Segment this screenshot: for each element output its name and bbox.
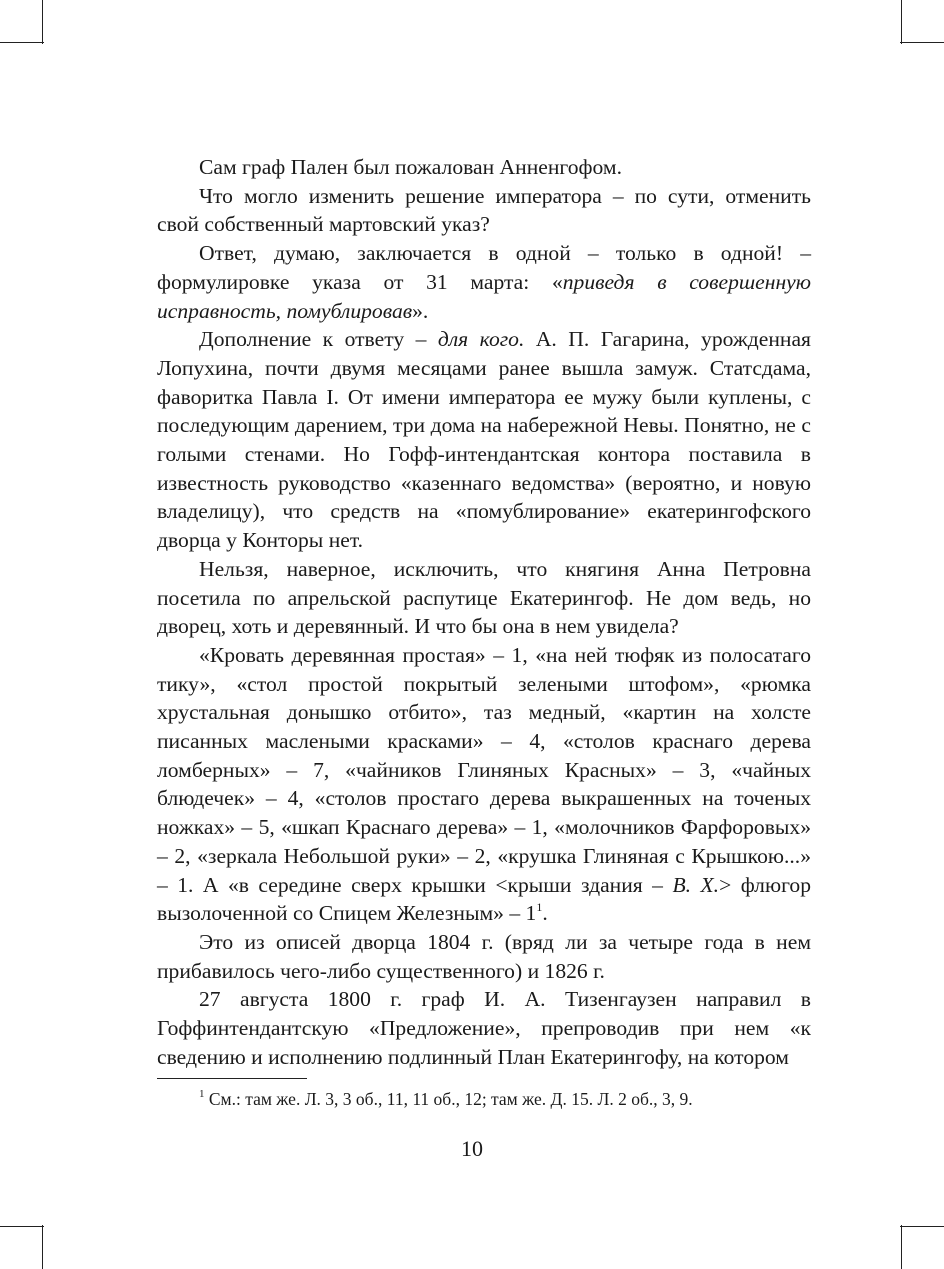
paragraph: Это из описей дворца 1804 г. (вряд ли за четыре года в нем прибавилось чего-либо существенного) и 1826 г. <box>157 929 811 983</box>
crop-mark <box>0 42 44 43</box>
paragraph: Что могло изменить решение императора – по сути, отменить свой собственный мартовский указ? <box>157 183 811 237</box>
crop-mark <box>901 0 902 44</box>
italic-initials: В. Х. <box>672 872 720 897</box>
italic-quote: приведя в совершенную исправность, помублировав <box>157 269 811 323</box>
footnote-marker: 1 <box>199 1088 205 1101</box>
paragraph: 27 августа 1800 г. граф И. А. Тизенгаузен направил в Гоффинтендантскую «Предложение», препроводив при нем «к сведению и исполнению подлинный План Екатерингофу, на котором <box>157 987 811 1069</box>
footnote <box>199 1087 819 1111</box>
paragraph: «Кровать деревянная простая» – 1, «на ней тюфяк из полосатаго тику», «стол простой покрытый зелеными штофом», «рюмка хрустальная донышко отбито», таз медный, «картин на холсте писанных маслеными красками» – 4, «столов краснаго дерева ломберных» – 7, «чайников Глиняных Красных» – 3, «чайных блюдечек» – 4, «столов простаго дерева выкрашенных на точеных ножках» – 5, «шкап Краснаго дерева» – 1, «молочников Фарфоровых» – 2, «зеркала Небольшой руки» – 2, «крушка Глиняная с Крышкою...» – 1. А «в середине сверх крышки <крыши здания – В. Х.> флюгор вызолоченной со Спицем Железным» – $1^1$. <box>157 642 811 926</box>
paragraph: Ответ, думаю, заключается в одной – только в одной! – формулировке указа от 31 марта: «приведя в совершенную исправность, помублировав». <box>157 241 811 323</box>
footnote-text: См.: там же. Л. 3, 3 об., 11, 11 об., 12; там же. Д. 15. Л. 2 об., 3, 9. <box>204 1089 693 1109</box>
crop-mark <box>901 1225 902 1269</box>
main-text <box>157 153 811 1072</box>
page-number: 10 <box>461 1136 483 1161</box>
footnote-divider <box>157 1078 307 1079</box>
paragraph: Нельзя, наверное, исключить, что княгиня Анна Петровна посетила по апрельской распутице Екатерингоф. Не дом ведь, но дворец, хоть и деревянный. И что бы она в нем увидела? <box>157 556 811 639</box>
paragraph: Дополнение к ответу – для кого. А. П. Гагарина, урожденная Лопухина, почти двумя месяцами ранее вышла замуж. Статсдама, фаворитка Павла I. От имени императора ее мужу были куплены, с последующим дарением, три дома на набережной Невы. Понятно, не с голыми стенами. Но Гофф-интендантская контора поставила в известность руководство «казеннаго ведомства» (вероятно, и новую владелицу), что средств на «помублирование» екатерингофского дворца у Конторы нет. <box>157 327 811 553</box>
crop-mark <box>42 1225 43 1269</box>
crop-mark <box>42 0 43 44</box>
crop-mark <box>900 1226 944 1227</box>
crop-mark <box>900 42 944 43</box>
italic-phrase: для кого. <box>437 327 525 352</box>
crop-mark <box>0 1226 44 1227</box>
footnote-ref: 1 <box>536 900 543 915</box>
paragraph: Сам граф Пален был пожалован Анненгофом. <box>199 155 622 179</box>
